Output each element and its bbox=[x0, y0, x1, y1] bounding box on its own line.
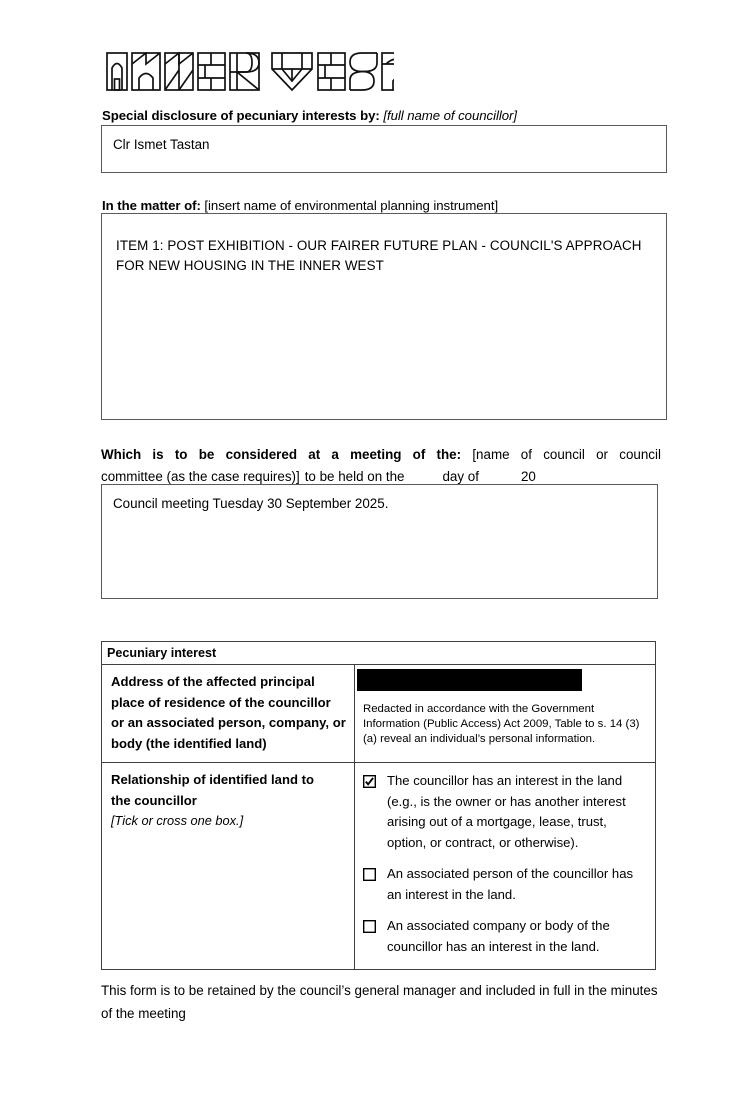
meeting-word-which: Which bbox=[101, 447, 142, 462]
address-row-value bbox=[355, 665, 655, 762]
meeting-word-at: at bbox=[308, 447, 321, 462]
relationship-row-options bbox=[355, 763, 655, 969]
meeting-hint-or: or bbox=[596, 447, 609, 462]
meeting-label-line1 bbox=[101, 444, 661, 466]
meeting-hint-council: council bbox=[543, 447, 585, 462]
disclosure-value: Clr Ismet Tastan bbox=[113, 137, 210, 152]
meeting-hint-council2: council bbox=[619, 447, 661, 462]
meeting-text-dayof: day of bbox=[442, 469, 479, 484]
checkbox-unchecked-icon[interactable] bbox=[363, 864, 380, 881]
relationship-label-sub: [Tick or cross one box.] bbox=[111, 813, 244, 828]
meeting-hint-of: of bbox=[520, 447, 532, 462]
matter-label-bold: In the matter of: bbox=[102, 198, 201, 213]
meeting-value: Council meeting Tuesday 30 September 2025. bbox=[113, 496, 389, 511]
relationship-row-label bbox=[102, 763, 355, 969]
redaction-note: Redacted in accordance with the Government Information (Public Access) Act 2009, Table to s. 14 (3) (a) reveal an individual’s personal information. bbox=[363, 703, 640, 746]
meeting-word-the: the: bbox=[436, 447, 462, 462]
meeting-word-is: is bbox=[152, 447, 164, 462]
checkbox-option-councillor-interest[interactable] bbox=[363, 771, 645, 853]
meeting-word-be: be bbox=[198, 447, 215, 462]
meeting-hint-committee: committee (as the case requires)] bbox=[101, 469, 300, 484]
meeting-text-year: 20 bbox=[520, 469, 536, 484]
matter-input-box[interactable] bbox=[101, 213, 667, 420]
checkbox-option-label: An associated person of the councillor has an interest in the land. bbox=[387, 866, 634, 902]
checkbox-option-associated-person[interactable] bbox=[363, 864, 645, 905]
meeting-text-heldon: to be held on the bbox=[304, 469, 405, 484]
relationship-label-line2: the councillor bbox=[111, 792, 197, 808]
checkbox-group bbox=[355, 763, 655, 969]
checkbox-checked-icon[interactable] bbox=[363, 771, 380, 788]
table-row bbox=[102, 763, 655, 969]
matter-label-hint: [insert name of environmental planning instrument] bbox=[204, 198, 499, 213]
meeting-word-a: a bbox=[331, 447, 339, 462]
meeting-word-to: to bbox=[174, 447, 188, 462]
meeting-hint-name: [name bbox=[472, 447, 510, 462]
matter-label bbox=[102, 197, 498, 214]
disclosure-input-box[interactable] bbox=[101, 125, 667, 173]
checkbox-option-label: The councillor has an interest in the land (e.g., is the owner or has another interest arising out of a mortgage, lease, trust, option, or contract, or otherwise). bbox=[387, 773, 626, 850]
table-row bbox=[102, 665, 655, 763]
meeting-label bbox=[101, 444, 661, 488]
meeting-word-meeting: meeting bbox=[350, 447, 402, 462]
footer-retention-note: This form is to be retained by the council’s general manager and included in full in the minutes of the meeting bbox=[101, 983, 658, 1021]
pecuniary-table-header: Pecuniary interest bbox=[102, 642, 655, 665]
disclosure-label-hint: [full name of councillor] bbox=[383, 108, 517, 123]
address-row-label: Address of the affected principal place of residence of the councillor or an associated person, company, or body (the identified land) bbox=[102, 665, 355, 762]
meeting-word-considered: considered bbox=[225, 447, 298, 462]
meeting-word-of: of bbox=[412, 447, 426, 462]
checkbox-option-associated-company[interactable] bbox=[363, 916, 645, 957]
disclosure-label-bold: Special disclosure of pecuniary interests by: bbox=[102, 108, 380, 123]
inner-west-logo bbox=[106, 52, 394, 92]
matter-value: ITEM 1: POST EXHIBITION - OUR FAIRER FUTURE PLAN - COUNCIL'S APPROACH FOR NEW HOUSING IN THE INNER WEST bbox=[116, 238, 642, 273]
meeting-input-box[interactable] bbox=[101, 484, 658, 599]
redaction-bar bbox=[357, 669, 582, 691]
disclosure-label bbox=[102, 107, 517, 124]
relationship-label-line1: Relationship of identified land to bbox=[111, 772, 314, 787]
checkbox-option-label: An associated company or body of the councillor has an interest in the land. bbox=[387, 918, 610, 954]
pecuniary-interest-table bbox=[101, 641, 656, 970]
checkbox-unchecked-icon[interactable] bbox=[363, 916, 380, 933]
